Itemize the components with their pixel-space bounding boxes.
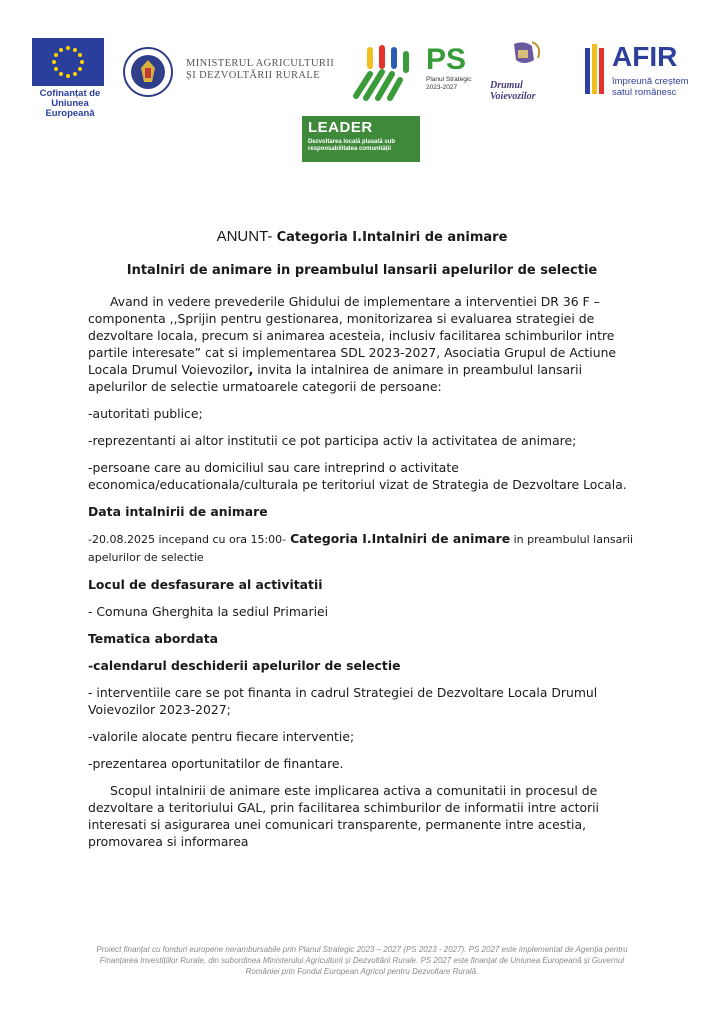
date-paragraph — [88, 530, 636, 566]
date-prefix: -20.08.2025 incepand cu ora 15:00- — [88, 533, 287, 546]
leader-title: LEADER — [308, 119, 373, 136]
eu-caption-line2: Uniunea Europeană — [45, 98, 95, 119]
leader-subtitle-line1: Dezvoltarea locală plasată sub — [308, 139, 396, 145]
location-heading: Locul de desfasurare al activitatii — [88, 577, 323, 592]
page-title — [88, 228, 636, 246]
leader-logo — [302, 116, 420, 162]
audience-item: -persoane care au domiciliul sau care intreprind o activitate economica/educationala/culturala pe teritoriul vizat de Strategia de Dezvoltare Locala. — [88, 460, 627, 492]
topic-item: -calendarul deschiderii apelurilor de selectie — [88, 658, 401, 673]
ministry-logo-text — [186, 58, 346, 82]
ps-stripes-icon — [348, 44, 420, 102]
topic-item: -valorile alocate pentru fiecare interventie; — [88, 729, 355, 744]
page-subtitle: Intalniri de animare in preambulul lansarii apelurilor de selectie — [126, 263, 598, 278]
drumul-line2: Voievozilor — [490, 91, 536, 102]
ps-title: PS — [426, 43, 467, 76]
afir-emblem-icon — [582, 40, 608, 102]
ministry-line2: ȘI DEZVOLTĂRII RURALE — [186, 70, 321, 81]
closing-paragraph: Scopul intalnirii de animare este implicarea activa a comunitatii in procesul de dezvoltare a teritoriului GAL, prin facilitarea schimburilor de informatii intre actorii interesati si asigurarea unei comunicari transparente, permanente intre acestia, promovarea si informarea — [88, 783, 600, 849]
intro-paragraph — [88, 293, 636, 395]
footer-funding-note: Proiect finanțat cu fonduri europene nerambursabile prin Planul Strategic 2023 – 2027 (PS 2023 - 2027). PS 2027 este implementat de Agenția pentru Finanțarea Investițiilor Rurale, din subordinea Ministerului Agriculturii și Dezvoltării Rurale. PS 2027 este finanțat de Uniunea Europeană și Guvernul României prin Fondul European Agricol pentru Dezvoltare Rurală. — [96, 945, 628, 976]
title-category: Categoria I.Intalniri de animare — [276, 230, 508, 245]
audience-item: -autoritati publice; — [88, 406, 203, 421]
eu-flag-icon — [32, 38, 104, 86]
date-heading: Data intalnirii de animare — [88, 504, 268, 519]
ps-subtitle-line1: Planul Strategic — [426, 76, 472, 83]
ps-subtitle-line2: 2023-2027 — [426, 84, 458, 91]
ps-logo-text — [426, 44, 486, 92]
afir-title: AFIR — [612, 41, 678, 72]
leader-subtitle — [308, 139, 414, 153]
intro-text-part1: Avand in vedere prevederile Ghidului de implementare a interventiei DR 36 F – componenta ,,Sprijin pentru gestionarea, monitorizarea si evaluarea strategiei de dezvoltare locala, precum si animarea acesteia, inclusiv facilitarea schimburilor intre partile interesate” cat si implementarea SDL 2023-2027, Asociatia Grupul de Actiune Locala Drumul Voievozilor — [88, 294, 617, 377]
drumul-voievozilor-text — [490, 80, 560, 102]
afir-subtitle — [612, 76, 712, 98]
location-text: - Comuna Gherghita la sediul Primariei — [88, 604, 329, 619]
topic-item: -prezentarea oportunitatilor de finantare. — [88, 756, 344, 771]
topics-heading: Tematica abordata — [88, 631, 219, 646]
announcement-body — [88, 228, 636, 860]
date-category: Categoria I.Intalniri de animare — [290, 531, 511, 546]
drumul-line1: Drumul — [490, 80, 523, 91]
eu-caption — [32, 89, 108, 119]
government-seal-icon — [122, 46, 174, 98]
afir-subtitle-line2: satul românesc — [612, 87, 677, 98]
intro-comma: , — [248, 362, 254, 377]
afir-subtitle-line1: împreună creștem — [612, 76, 689, 87]
eu-caption-line1: Cofinanțat de — [39, 88, 101, 99]
date-suffix: in preambulul lansarii apelurilor de selectie — [88, 533, 634, 564]
logo-header — [0, 0, 724, 170]
title-prefix: ANUNT- — [216, 228, 273, 245]
intro-text-part2: invita la intalnirea de animare in preambulul lansarii apelurilor de selectie urmatoarele categorii de persoane: — [88, 362, 583, 394]
leader-subtitle-line2: responsabilitatea comunității — [308, 146, 392, 152]
eu-logo — [32, 38, 108, 119]
audience-item: -reprezentanti ai altor institutii ce pot participa activ la activitatea de animare; — [88, 433, 577, 448]
ministry-line1: MINISTERUL AGRICULTURII — [186, 58, 335, 69]
topic-item: - interventiile care se pot finanta in cadrul Strategiei de Dezvoltare Locala Drumul Voievozilor 2023-2027; — [88, 685, 598, 717]
